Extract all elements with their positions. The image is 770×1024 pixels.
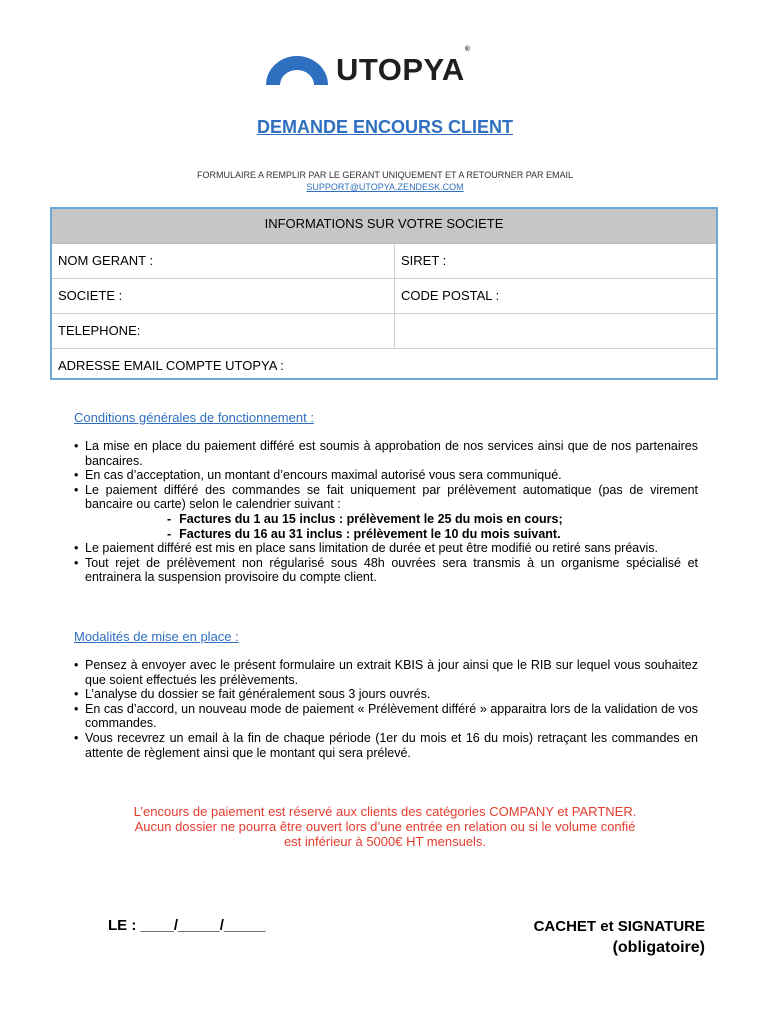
siret-field[interactable]: SIRET : [401, 253, 447, 268]
page-title: DEMANDE ENCOURS CLIENT [256, 117, 513, 137]
telephone-field[interactable]: TELEPHONE: [52, 314, 395, 348]
list-item: • Pensez à envoyer avec le présent formulaire un extrait KBIS à jour ainsi que le RIB sur lequel vous souhaitez que soient effectués les prélèvements. [74, 658, 698, 687]
list-item: • Vous recevrez un email à la fin de chaque période (1er du mois et 16 du mois) retraçant les commandes en attente de règlement ainsi que le montant qui sera prélevé. [74, 731, 698, 760]
list-item: • Le paiement différé est mis en place sans limitation de durée et peut être modifié ou retiré sans préavis. [74, 541, 698, 556]
signature-label: CACHET et SIGNATURE [533, 918, 705, 935]
modalites-list [74, 658, 698, 760]
mandatory-label: (obligatoire) [612, 939, 705, 956]
logo-arc-icon [264, 53, 330, 87]
logo-text: UTOPYA® [336, 46, 471, 87]
notice-line: est inférieur à 5000€ HT mensuels. [283, 834, 487, 849]
email-account-field[interactable]: ADRESSE EMAIL COMPTE UTOPYA : [58, 358, 284, 373]
code-postal-field[interactable]: CODE POSTAL : [401, 288, 500, 303]
signature-block[interactable] [534, 916, 705, 958]
conditions-list [74, 439, 698, 585]
list-item: • Tout rejet de prélèvement non régularisé sous 48h ouvrées sera transmis à un organisme spécialisé et entrainera la suspension provisoire du compte client. [74, 556, 698, 585]
list-item [74, 483, 698, 541]
notice-line: L’encours de paiement est réservé aux clients des catégories COMPANY et PARTNER. [133, 804, 637, 819]
schedule-item: - Factures du 16 au 31 inclus : prélèvement le 10 du mois suivant. [167, 527, 698, 542]
support-email-link[interactable]: SUPPORT@UTOPYA.ZENDESK.COM [306, 182, 464, 192]
notice-line: Aucun dossier ne pourra être ouvert lors d’une entrée en relation ou si le volume confié [134, 819, 636, 834]
conditions-title: Conditions générales de fonctionnement : [74, 410, 314, 425]
list-item: • En cas d’accord, un nouveau mode de paiement « Prélèvement différé » apparaitra lors de la validation de vos commandes. [74, 702, 698, 731]
nom-gerant-field[interactable]: NOM GERANT : [52, 244, 395, 278]
schedule-list [85, 512, 698, 541]
list-item: • L’analyse du dossier se fait généralement sous 3 jours ouvrés. [74, 687, 698, 702]
instructions-text: FORMULAIRE A REMPLIR PAR LE GERANT UNIQUEMENT ET A RETOURNER PAR EMAIL [196, 170, 574, 180]
table-row [52, 279, 716, 314]
company-info-header: INFORMATIONS SUR VOTRE SOCIETE [52, 209, 716, 244]
table-row [52, 349, 716, 383]
list-item-text: Le paiement différé des commandes se fait uniquement par prélèvement automatique (pas de virement bancaire ou carte) selon le calendrier suivant : [85, 482, 698, 512]
empty-cell [395, 314, 716, 348]
utopya-logo [264, 46, 471, 88]
societe-field[interactable]: SOCIETE : [52, 279, 395, 313]
table-row [52, 314, 716, 349]
date-field[interactable]: LE : ____/_____/_____ [108, 917, 266, 934]
schedule-item: - Factures du 1 au 15 inclus : prélèvement le 25 du mois en cours; [167, 512, 698, 527]
list-item: • En cas d’acceptation, un montant d’encours maximal autorisé vous sera communiqué. [74, 468, 698, 483]
eligibility-notice [60, 804, 710, 849]
form-instructions [0, 169, 770, 193]
list-item: • La mise en place du paiement différé est soumis à approbation de nos services ainsi que de nos partenaires bancaires. [74, 439, 698, 468]
company-info-table [50, 207, 718, 380]
modalites-title: Modalités de mise en place : [74, 629, 239, 644]
table-row [52, 244, 716, 279]
